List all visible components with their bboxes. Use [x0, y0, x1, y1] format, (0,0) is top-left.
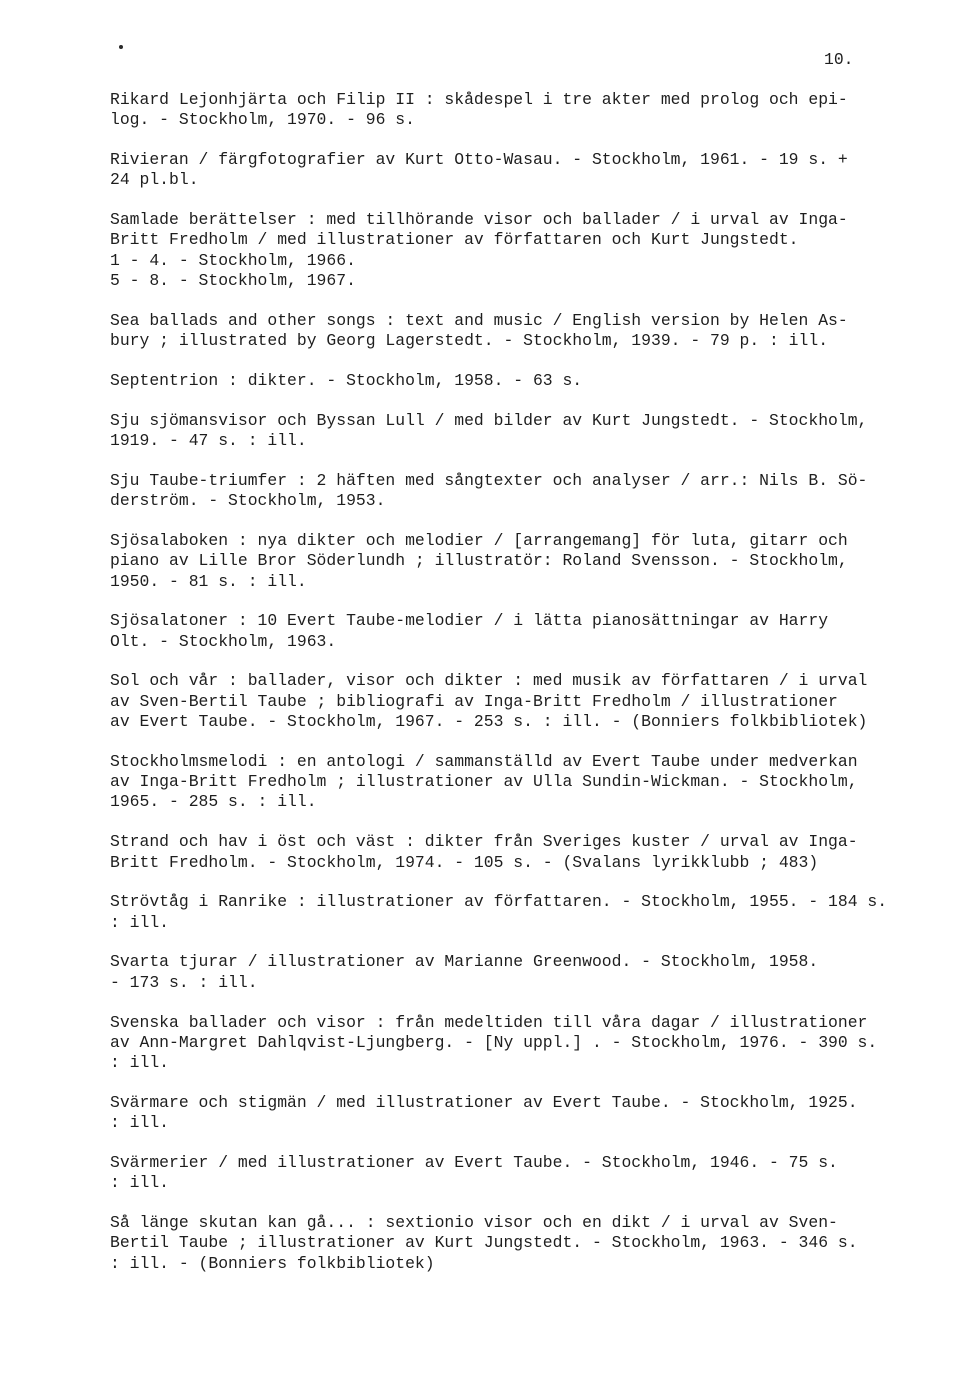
entry-line: av Ann-Margret Dahlqvist-Ljungberg. - [Ny uppl.] . - Stockholm, 1976. - 390 s. [110, 1032, 878, 1052]
entry-line: Septentrion : dikter. - Stockholm, 1958. - 63 s. [110, 370, 583, 390]
entry-line: : ill. [110, 1173, 170, 1193]
bibliography-entry [110, 671, 940, 732]
bibliography-entry [110, 150, 940, 191]
bibliography-entry [110, 1213, 940, 1274]
entry-line: log. - Stockholm, 1970. - 96 s. [110, 110, 415, 130]
entry-line: Samlade berättelser : med tillhörande visor och ballader / i urval av Inga- [110, 210, 848, 230]
entry-line: : ill. [110, 912, 170, 932]
entry-line: 1965. - 285 s. : ill. [110, 792, 317, 812]
entry-line: Olt. - Stockholm, 1963. [110, 631, 337, 651]
bibliography-entry [110, 371, 940, 391]
entry-line: Stockholmsmelodi : en antologi / sammanställd av Evert Taube under medverkan [110, 751, 858, 771]
entry-line: av Evert Taube. - Stockholm, 1967. - 253 s. : ill. - (Bonniers folkbibliotek) [110, 712, 868, 732]
entry-line: 1950. - 81 s. : ill. [110, 571, 307, 591]
entry-line: Svärmare och stigmän / med illustrationer av Evert Taube. - Stockholm, 1925. [110, 1092, 858, 1112]
scan-mark-dot [119, 45, 123, 49]
entry-line: av Inga-Britt Fredholm ; illustrationer av Ulla Sundin-Wickman. - Stockholm, [110, 772, 858, 792]
entry-line: - 173 s. : ill. [110, 972, 258, 992]
entry-line: 24 pl.bl. [110, 170, 199, 190]
bibliography-entry [110, 1093, 940, 1134]
entry-line: Sju Taube-triumfer : 2 häften med sångtexter och analyser / arr.: Nils B. Sö- [110, 470, 868, 490]
entry-line: piano av Lille Bror Söderlundh ; illustratör: Roland Svensson. - Stockholm, [110, 551, 848, 571]
bibliography-entry [110, 752, 940, 813]
entry-line: : ill. - (Bonniers folkbibliotek) [110, 1253, 435, 1273]
bibliography-entry [110, 210, 940, 291]
bibliography-list [110, 90, 940, 1293]
entry-line: Bertil Taube ; illustrationer av Kurt Jungstedt. - Stockholm, 1963. - 346 s. [110, 1233, 858, 1253]
entry-line: : ill. [110, 1053, 170, 1073]
entry-line: Sol och vår : ballader, visor och dikter : med musik av författaren / i urval [110, 671, 868, 691]
entry-line: Sjösalaboken : nya dikter och melodier / [arrangemang] för luta, gitarr och [110, 530, 848, 550]
entry-line: Så länge skutan kan gå... : sextionio visor och en dikt / i urval av Sven- [110, 1213, 838, 1233]
entry-line: Britt Fredholm. - Stockholm, 1974. - 105 s. - (Svalans lyrikklubb ; 483) [110, 852, 819, 872]
entry-line: Britt Fredholm / med illustrationer av författaren och Kurt Jungstedt. [110, 230, 799, 250]
entry-line: Sjösalatoner : 10 Evert Taube-melodier / i lätta pianosättningar av Harry [110, 611, 829, 631]
page-number: 10. [824, 50, 854, 69]
entry-line: Rivieran / färgfotografier av Kurt Otto-Wasau. - Stockholm, 1961. - 19 s. + [110, 150, 848, 170]
entry-line: Sea ballads and other songs : text and music / English version by Helen As- [110, 310, 848, 330]
entry-line: Svarta tjurar / illustrationer av Marianne Greenwood. - Stockholm, 1958. [110, 952, 819, 972]
bibliography-entry [110, 311, 940, 352]
bibliography-entry [110, 892, 940, 933]
bibliography-entry [110, 531, 940, 592]
entry-line: derström. - Stockholm, 1953. [110, 491, 386, 511]
entry-line: : ill. [110, 1113, 170, 1133]
entry-line: Svärmerier / med illustrationer av Evert Taube. - Stockholm, 1946. - 75 s. [110, 1152, 838, 1172]
entry-line: Sju sjömansvisor och Byssan Lull / med bilder av Kurt Jungstedt. - Stockholm, [110, 410, 868, 430]
entry-line: av Sven-Bertil Taube ; bibliografi av Inga-Britt Fredholm / illustrationer [110, 691, 838, 711]
bibliography-entry [110, 952, 940, 993]
bibliography-entry [110, 1153, 940, 1194]
bibliography-entry [110, 1013, 940, 1074]
entry-line: bury ; illustrated by Georg Lagerstedt. - Stockholm, 1939. - 79 p. : ill. [110, 331, 829, 351]
bibliography-entry [110, 832, 940, 873]
bibliography-entry [110, 611, 940, 652]
entry-line: 1919. - 47 s. : ill. [110, 431, 307, 451]
entry-line: Rikard Lejonhjärta och Filip II : skådespel i tre akter med prolog och epi- [110, 90, 848, 109]
entry-line: Strövtåg i Ranrike : illustrationer av författaren. - Stockholm, 1955. - 184 s. [110, 892, 888, 912]
entry-line: 1 - 4. - Stockholm, 1966. [110, 250, 356, 270]
bibliography-entry [110, 90, 940, 131]
bibliography-entry [110, 471, 940, 512]
entry-line: Strand och hav i öst och väst : dikter från Sveriges kuster / urval av Inga- [110, 832, 858, 852]
entry-line: 5 - 8. - Stockholm, 1967. [110, 271, 356, 291]
entry-line: Svenska ballader och visor : från medeltiden till våra dagar / illustrationer [110, 1012, 868, 1032]
bibliography-entry [110, 411, 940, 452]
